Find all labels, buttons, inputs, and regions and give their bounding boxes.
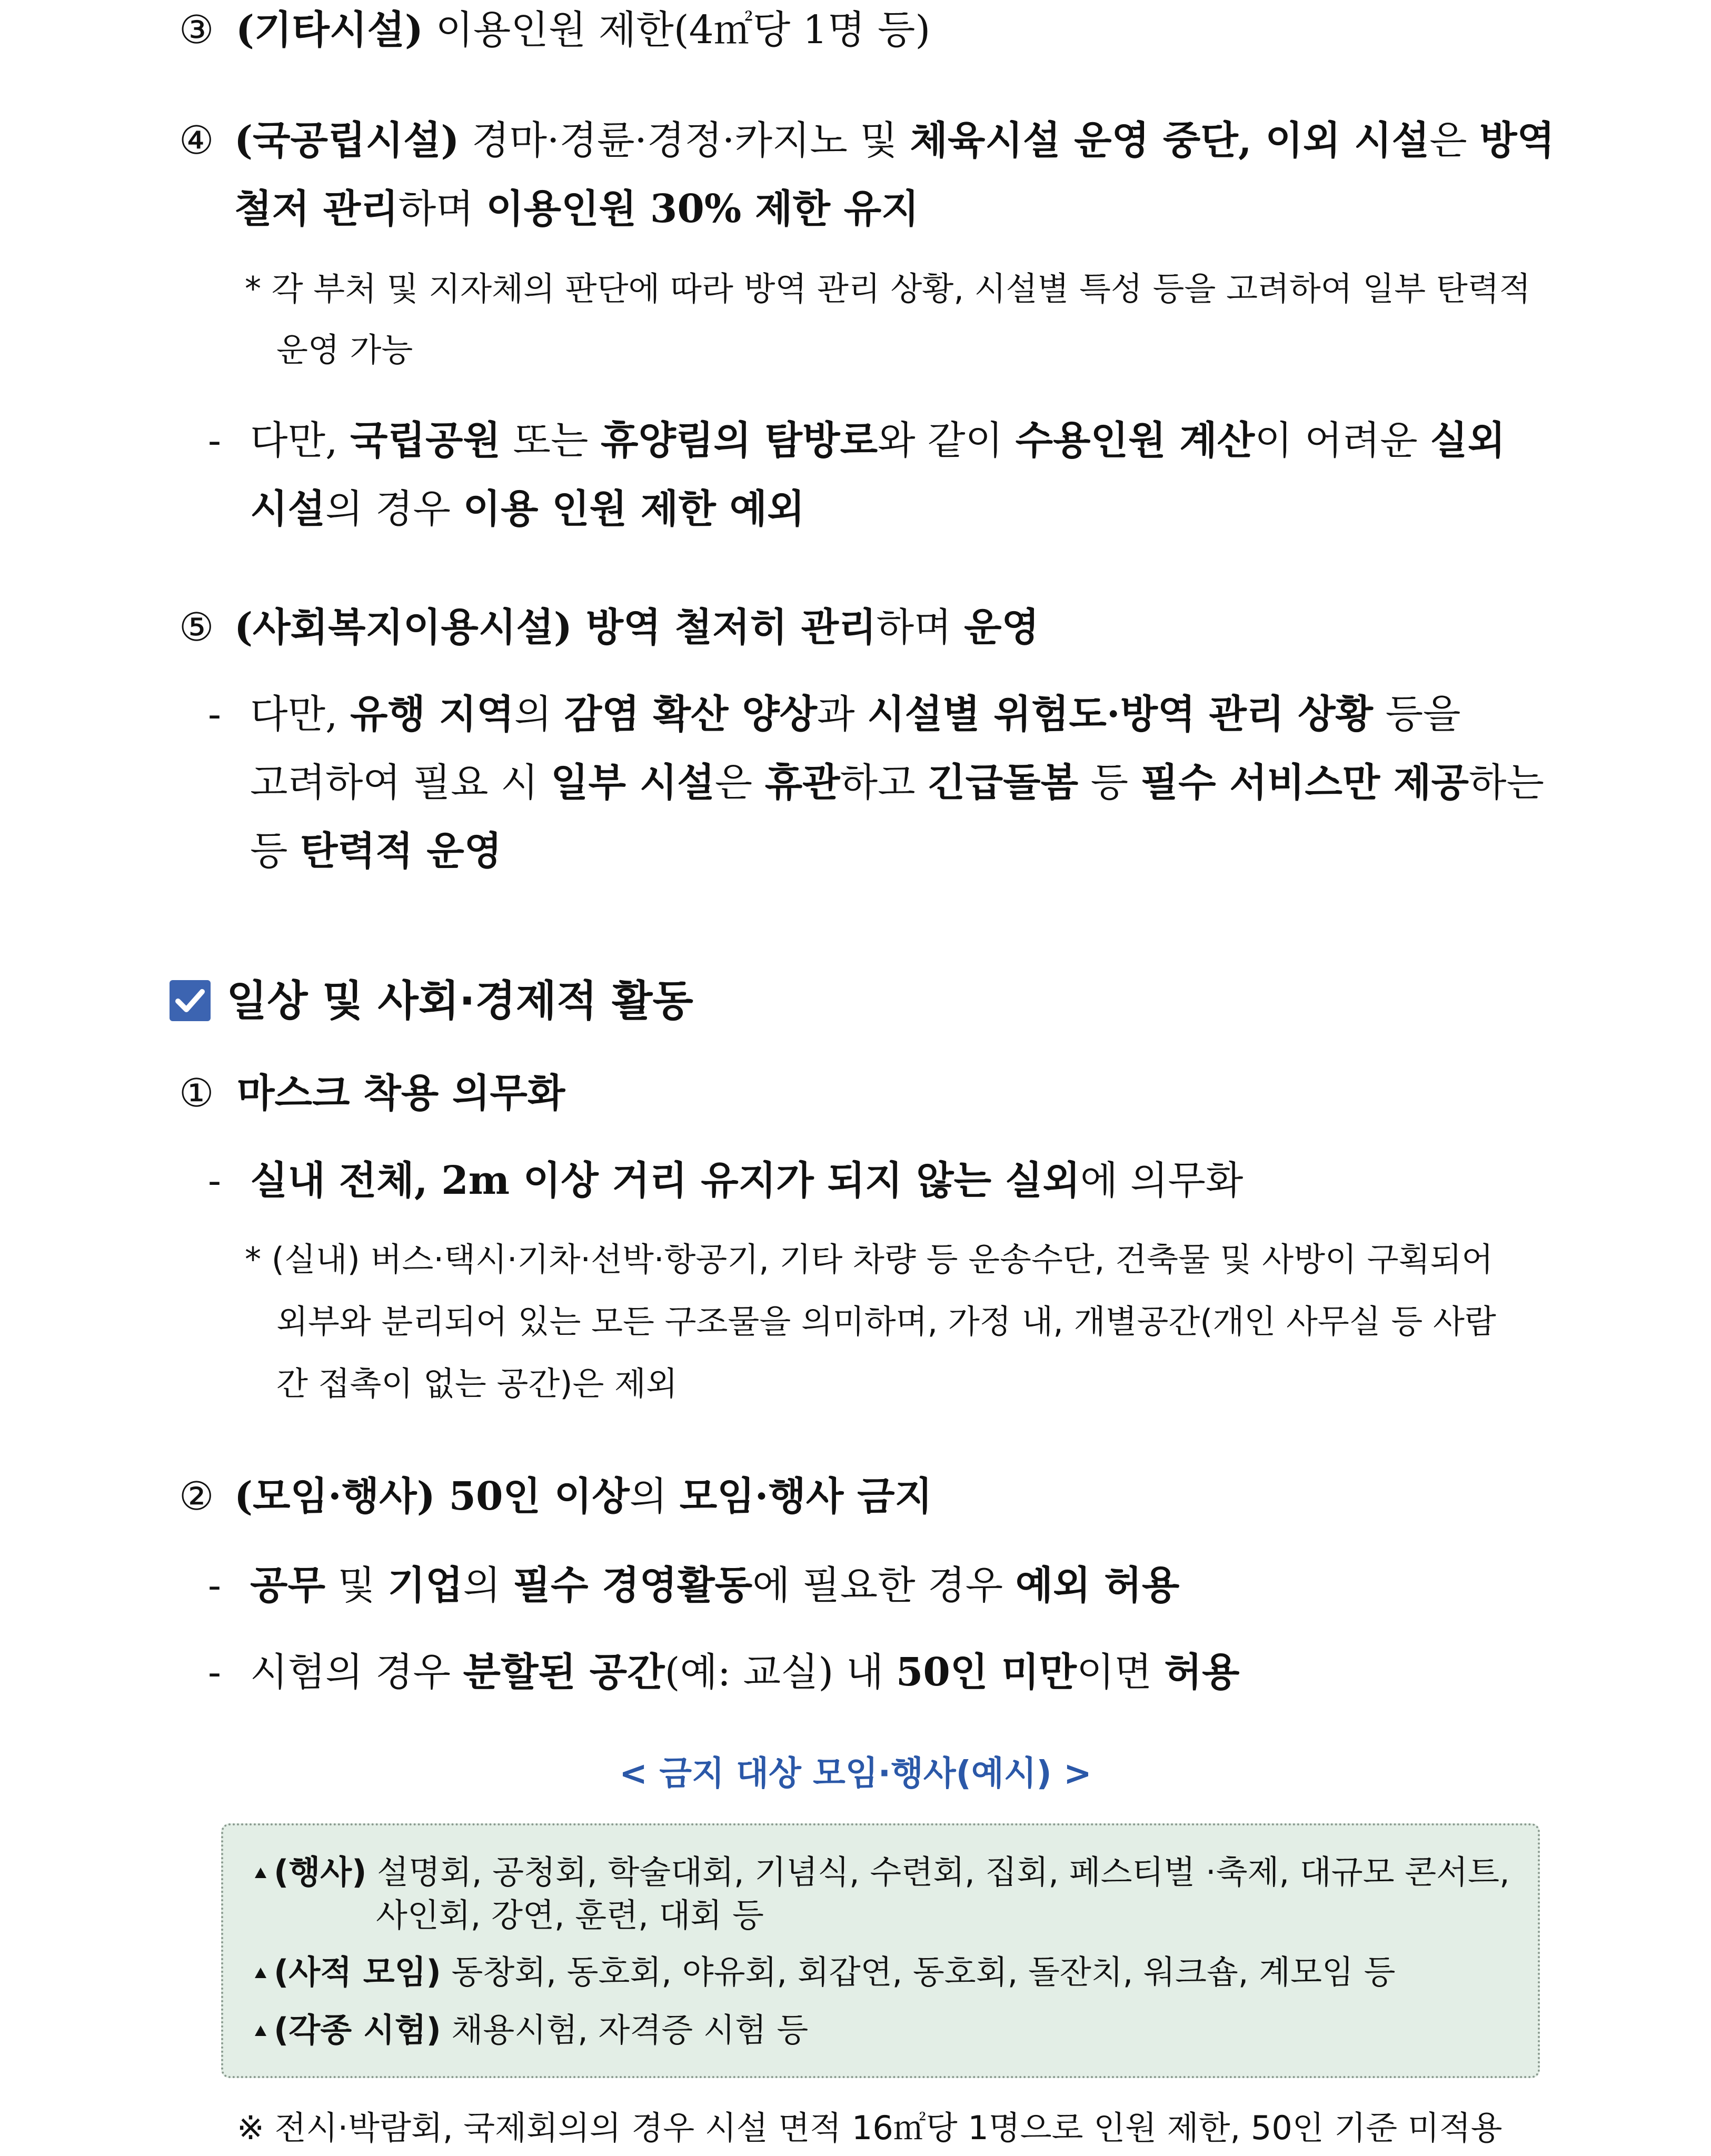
text-run: 이 어려운 xyxy=(1255,418,1430,463)
text-run: 필수 경영활동 xyxy=(513,1563,753,1608)
text-run: 에 필요한 경우 xyxy=(752,1563,1016,1608)
text-run: 분할된 공간 xyxy=(463,1650,665,1695)
text-run: 과 xyxy=(817,692,868,737)
text-run: 다만, xyxy=(250,692,351,737)
text-run: 의 xyxy=(514,692,564,737)
item-3-number: ③ xyxy=(179,7,214,53)
mask-note-line-3: 간 접촉이 없는 공간)은 제외 xyxy=(276,1364,678,1403)
text-run: 와 같이 xyxy=(878,418,1016,463)
checkbox-icon xyxy=(170,980,211,1021)
item-3-text: 이용인원 제한(4㎡당 1명 등) xyxy=(423,7,931,53)
item-4-line-1 xyxy=(234,118,1555,163)
text-run: 모임·행사 금지 xyxy=(679,1474,933,1519)
text-run: (예: 교실) 내 xyxy=(664,1650,896,1695)
example-box xyxy=(221,1823,1540,2078)
triangle-bullet-icon xyxy=(255,2025,266,2036)
example-row-label: (사적 모임) xyxy=(274,1953,441,1991)
example-row-text: 설명회, 공청회, 학술대회, 기념식, 수련회, 집회, 페스티벌 ·축제, 대규모 콘서트, xyxy=(366,1853,1510,1891)
text-run: 하는 xyxy=(1469,760,1544,805)
item-3-label: (기타시설) xyxy=(235,7,423,53)
item-5-sub-line-2 xyxy=(250,760,1544,805)
text-run: 국립공원 xyxy=(350,418,501,463)
mask-note-line-2: 외부와 분리되어 있는 모든 구조물을 의미하며, 가정 내, 개별공간(개인 사무실 등 사람 xyxy=(276,1302,1496,1341)
gathering-line-1 xyxy=(234,1474,933,1519)
text-run: 휴양림의 탐방로 xyxy=(600,418,878,463)
text-run: 은 xyxy=(714,760,765,805)
text-run: 방역 xyxy=(1479,118,1555,163)
text-run: 은 xyxy=(1429,118,1480,163)
text-run: 운영 xyxy=(964,605,1040,650)
footnote: ※ 전시·박람회, 국제회의의 경우 시설 면적 16㎡당 1명으로 인원 제한, 50인 기준 미적용 xyxy=(237,2109,1503,2147)
text-run: 실내 전체, 2m 이상 거리 유지가 되지 않는 실외 xyxy=(250,1158,1080,1203)
text-run: 탄력적 운영 xyxy=(300,829,502,874)
item-5-number: ⑤ xyxy=(179,605,214,650)
text-run: 긴급돌봄 xyxy=(928,760,1079,805)
example-row-label: (행사) xyxy=(274,1853,367,1891)
gathering-number: ② xyxy=(179,1474,214,1519)
text-run: 시험의 경우 xyxy=(250,1650,463,1695)
text-run: 감염 확산 양상 xyxy=(564,692,818,737)
text-run: 예외 허용 xyxy=(1015,1563,1180,1608)
example-row-exam xyxy=(255,2011,809,2049)
text-run: 등을 xyxy=(1373,692,1461,737)
text-run: 일부 시설 xyxy=(550,760,715,805)
gathering-sub-2-dash: - xyxy=(208,1650,222,1695)
text-run: 하며 xyxy=(398,186,486,232)
text-run: 철저 관리 xyxy=(234,186,399,232)
text-run: 공무 xyxy=(250,1563,325,1608)
text-run: 50인 미만 xyxy=(896,1650,1077,1695)
text-run: 허용 xyxy=(1164,1650,1240,1695)
text-run: 경마·경륜·경정·카지노 및 xyxy=(459,118,910,163)
text-run: 수용인원 계산 xyxy=(1015,418,1255,463)
item-4-sub-line-1 xyxy=(250,418,1543,463)
mask-note-line-1: * (실내) 버스·택시·기차·선박·항공기, 기타 차량 등 운송수단, 건축물 및 사방이 구획되어 xyxy=(245,1240,1494,1279)
item-4-sub-dash: - xyxy=(208,418,222,463)
text-run: (모임·행사) 50인 이상 xyxy=(234,1474,630,1519)
text-run: 실외 xyxy=(1430,418,1506,463)
example-row-event xyxy=(255,1853,1510,1891)
text-run: 등 xyxy=(250,829,301,874)
mask-title: 마스크 착용 의무화 xyxy=(237,1071,565,1116)
item-4-note-line-1: * 각 부처 및 지자체의 판단에 따라 방역 관리 상황, 시설별 특성 등을 고려하여 일부 탄력적 xyxy=(245,270,1531,308)
example-row-event-cont: 사인회, 강연, 훈련, 대회 등 xyxy=(376,1896,764,1934)
text-run: (사회복지이용시설) 방역 철저히 관리 xyxy=(234,605,877,650)
item-4-line-2 xyxy=(234,186,919,232)
text-run: 유행 지역 xyxy=(350,692,514,737)
gathering-sub-1 xyxy=(250,1563,1180,1608)
text-run: 체육시설 운영 중단, 이외 시설 xyxy=(910,118,1430,163)
text-run: 이용인원 30% 제한 유지 xyxy=(486,186,919,232)
text-run: 또는 xyxy=(500,418,601,463)
text-run: 필수 서비스만 제공 xyxy=(1140,760,1469,805)
text-run: 고려하여 필요 시 xyxy=(250,760,551,805)
mask-sub-dash: - xyxy=(208,1158,222,1203)
gathering-sub-1-dash: - xyxy=(208,1563,222,1608)
triangle-bullet-icon xyxy=(255,1968,266,1978)
example-row-text: 동창회, 동호회, 야유회, 회갑연, 동호회, 돌잔치, 워크숍, 계모임 등 xyxy=(441,1953,1396,1991)
text-run: (국공립시설) xyxy=(234,118,460,163)
text-run: 기업 xyxy=(387,1563,463,1608)
gathering-sub-2 xyxy=(250,1650,1240,1695)
mask-number: ① xyxy=(179,1071,214,1116)
example-row-private xyxy=(255,1953,1396,1991)
item-4-sub-line-2 xyxy=(250,486,805,532)
item-4-note-line-2: 운영 가능 xyxy=(276,331,413,369)
text-run: 시설별 위험도·방역 관리 상황 xyxy=(867,692,1374,737)
text-run: 하고 xyxy=(840,760,928,805)
text-run: 이용 인원 제한 예외 xyxy=(463,486,805,532)
item-3 xyxy=(179,7,931,53)
text-run: 다만, xyxy=(250,418,351,463)
item-5-sub-line-1 xyxy=(250,692,1543,737)
text-run: 에 의무화 xyxy=(1080,1158,1244,1203)
triangle-bullet-icon xyxy=(255,1868,266,1878)
item-4-number: ④ xyxy=(179,118,214,163)
text-run: 이면 xyxy=(1077,1650,1165,1695)
example-row-label: (각종 시험) xyxy=(274,2011,441,2049)
item-5-line-1 xyxy=(234,605,1040,650)
text-run: 의 xyxy=(463,1563,513,1608)
text-run: 휴관 xyxy=(764,760,840,805)
section-title: 일상 및 사회·경제적 활동 xyxy=(226,976,693,1025)
text-run: 의 xyxy=(629,1474,680,1519)
text-run: 등 xyxy=(1078,760,1141,805)
example-title: < 금지 대상 모임·행사(예시) > xyxy=(619,1754,1092,1793)
example-row-text: 채용시험, 자격증 시험 등 xyxy=(441,2011,809,2049)
mask-sub-line xyxy=(250,1158,1244,1203)
item-5-sub-line-3 xyxy=(250,829,502,874)
text-run: 의 경우 xyxy=(325,486,463,532)
text-run: 및 xyxy=(325,1563,388,1608)
text-run: 하며 xyxy=(876,605,964,650)
text-run: 시설 xyxy=(250,486,325,532)
item-5-sub-dash: - xyxy=(208,692,222,737)
